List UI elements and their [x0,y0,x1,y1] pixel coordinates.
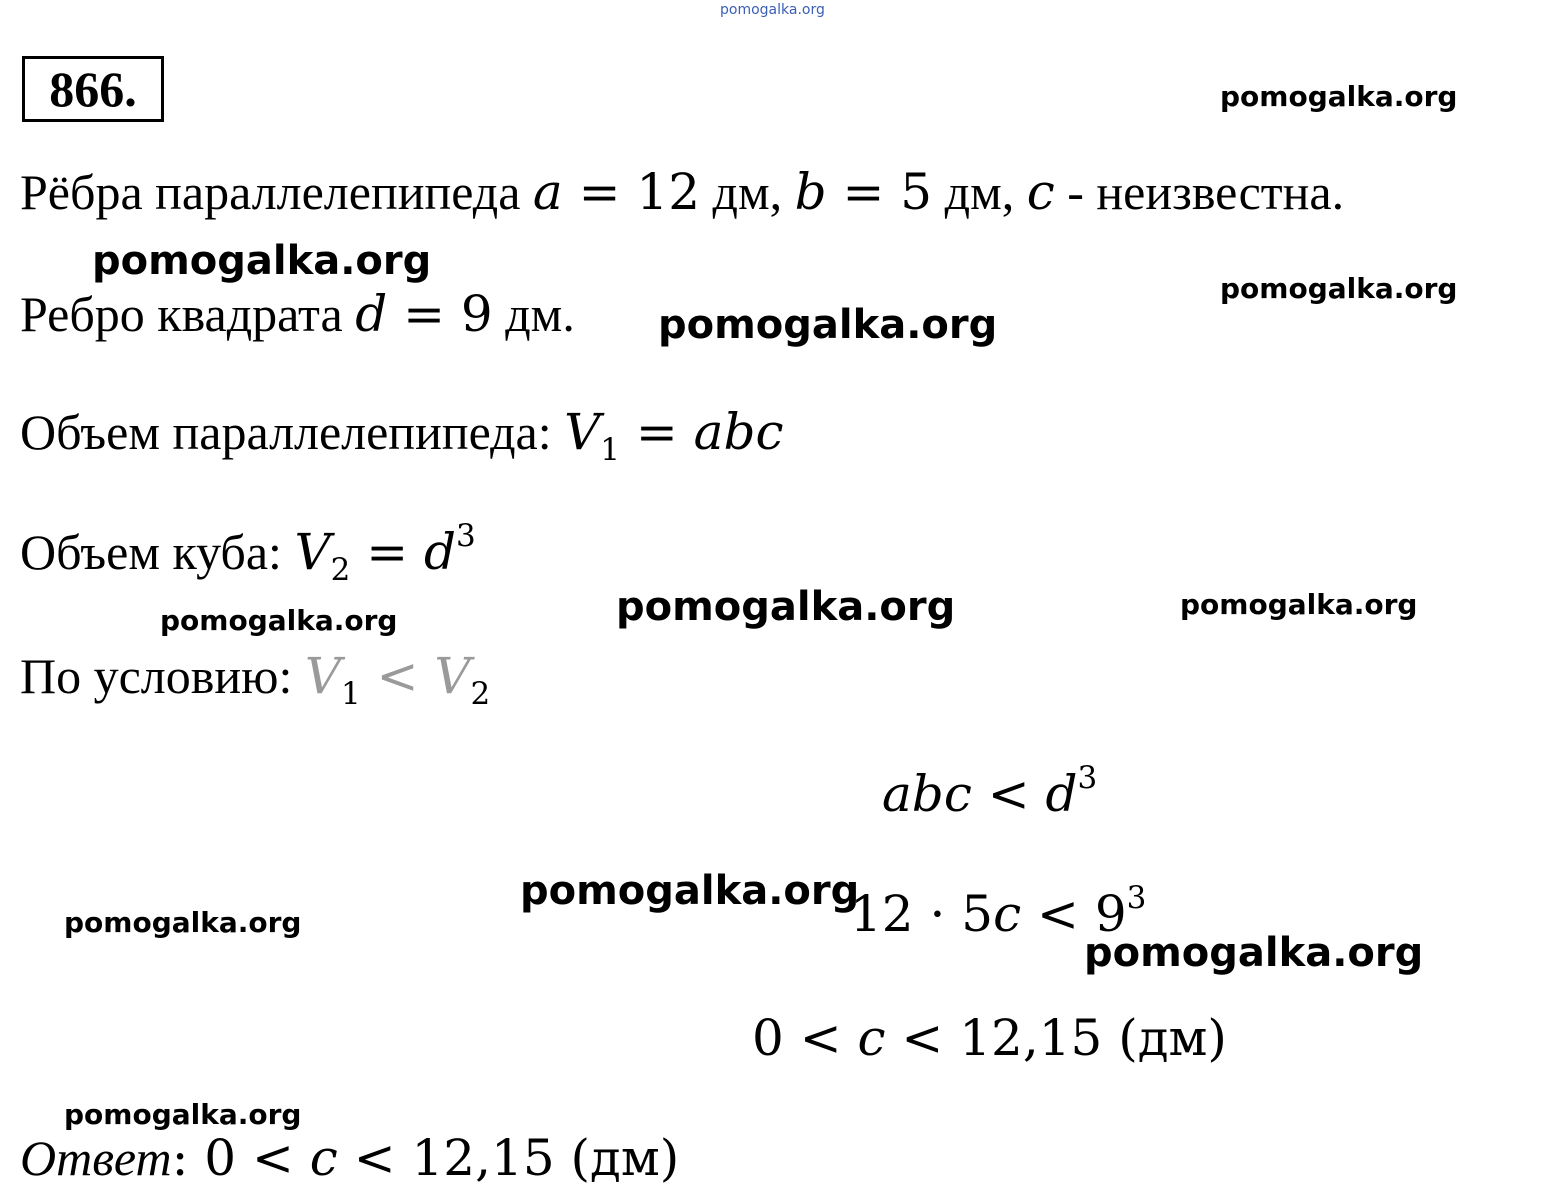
v2-sub: 2 [330,551,351,588]
cond-v2-var: V [434,647,471,705]
var-a: a [532,163,563,221]
watermark: pomogalka.org [160,604,398,637]
cond-v1-var: V [304,647,341,705]
watermark: pomogalka.org [1220,80,1458,113]
watermark: pomogalka.org [1220,272,1458,305]
condition-line [20,646,491,712]
var-d: d [355,285,388,343]
problem-number-box: 866. [22,56,164,122]
watermark: pomogalka.org [616,584,956,630]
ineq3-right: < 12,15 (дм) [885,1009,1227,1067]
volume1-rhs: abc [693,403,784,461]
edges-line [20,162,1344,222]
watermark: pomogalka.org [658,302,998,348]
cond-v1-sub: 1 [340,675,361,712]
watermark: pomogalka.org [92,238,432,284]
ineq1-rhs-sup: 3 [1077,759,1098,796]
square-prefix: Ребро квадрата [20,286,356,342]
ineq2-op: < 9 [1021,885,1127,943]
edges-suffix: - неизвестна. [1054,164,1345,220]
answer-left: : 0 < [171,1129,310,1187]
b-unit: дм, [932,164,1027,220]
cond-op: < [360,647,435,705]
d-value: = 9 [387,285,493,343]
ineq1-lhs: abc [882,765,972,823]
site-url-header: pomogalka.org [720,2,825,18]
watermark: pomogalka.org [1180,588,1418,621]
inequality-1 [882,759,1098,824]
d-unit: дм. [492,286,575,342]
ineq3-left: 0 < [752,1009,858,1067]
a-value: = 12 [562,163,701,221]
cond-v2-sub: 2 [470,675,491,712]
v2-var: V [294,523,331,581]
answer-var: c [309,1129,338,1187]
volume2-prefix: Объем куба: [20,524,295,580]
volume2-line [20,517,476,588]
watermark: pomogalka.org [64,906,302,939]
var-c: c [1026,163,1055,221]
volume1-eq: = [619,403,694,461]
ineq1-op: < [971,765,1046,823]
ineq2-sup: 3 [1126,879,1147,916]
inequality-3 [752,1008,1227,1068]
answer-line [20,1128,679,1188]
ineq2-var: c [993,885,1022,943]
watermark: pomogalka.org [1084,930,1424,976]
condition-prefix: По условию: [20,648,305,704]
square-line [20,284,575,344]
volume1-prefix: Объем параллелепипеда: [20,404,565,460]
b-value: = 5 [826,163,933,221]
answer-right: < 12,15 (дм) [337,1129,680,1187]
ineq3-var: c [857,1009,886,1067]
watermark: pomogalka.org [520,868,860,914]
var-b: b [794,163,827,221]
v1-sub: 1 [600,431,620,468]
edges-prefix: Рёбра параллелепипеда [20,164,533,220]
a-unit: дм, [700,164,795,220]
watermark: pomogalka.org [64,1098,302,1131]
answer-label: Ответ [20,1130,172,1186]
v1-var: V [564,403,601,461]
volume2-rhs-var: d [423,523,456,581]
ineq2-lhs: 12 · 5 [850,885,994,943]
volume1-line [20,402,784,468]
volume2-rhs-sup: 3 [456,517,476,554]
ineq1-rhs-var: d [1045,765,1078,823]
volume2-eq: = [350,523,424,581]
